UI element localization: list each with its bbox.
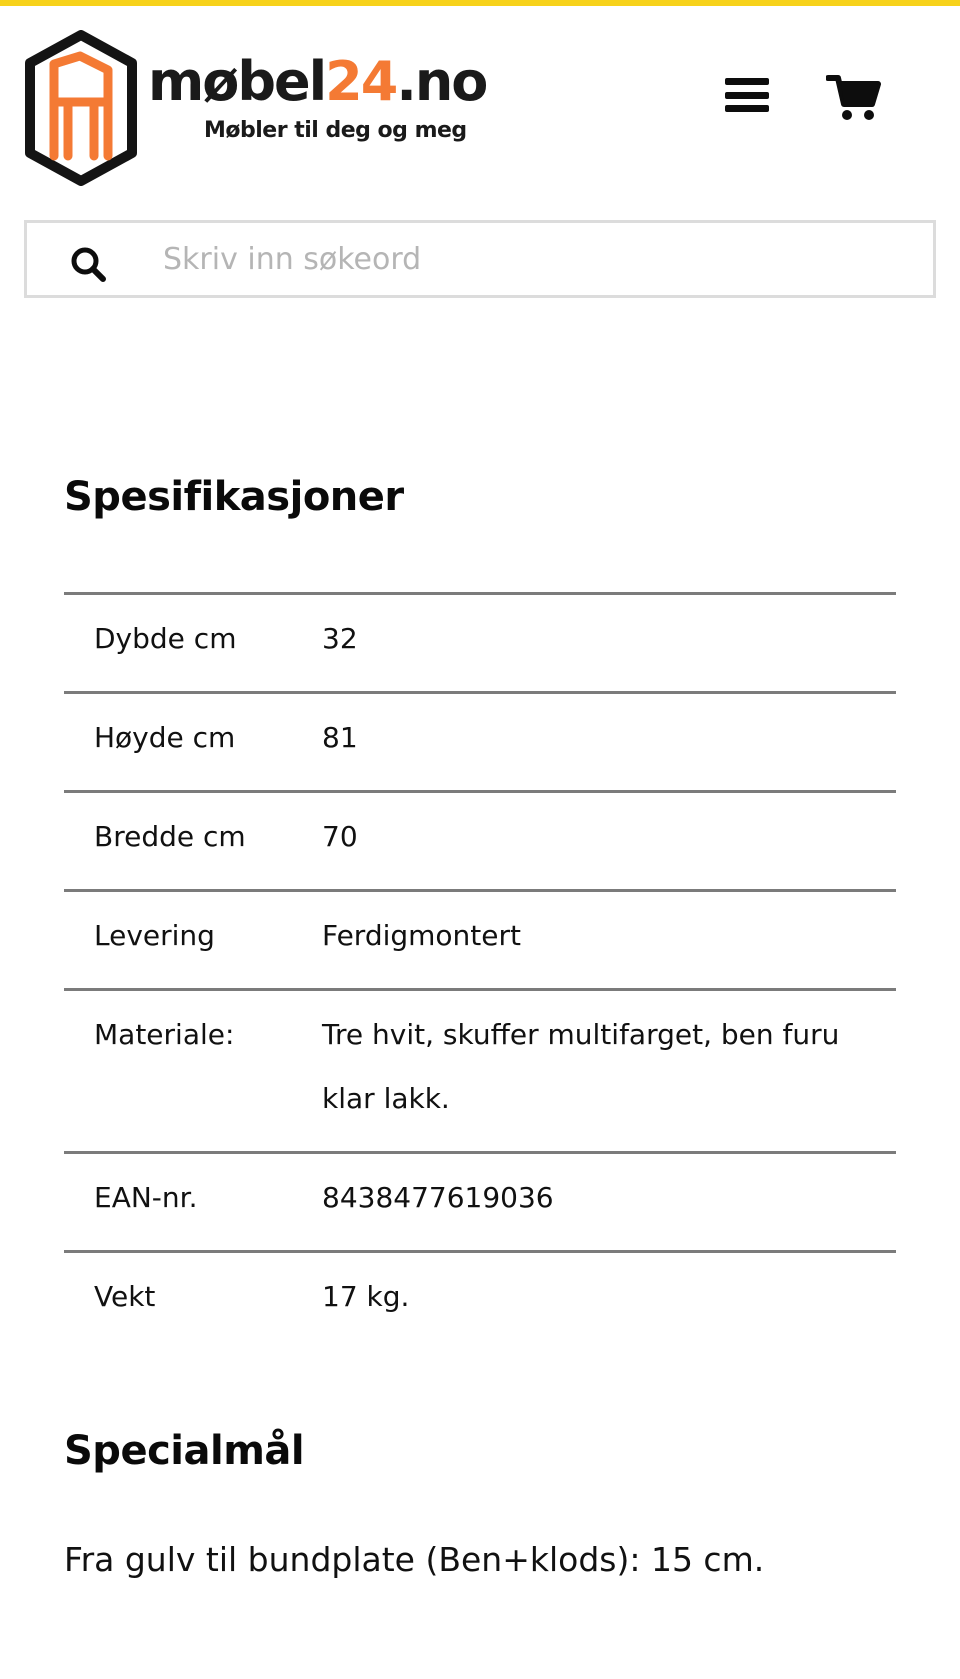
hamburger-icon-bar bbox=[725, 105, 769, 112]
special-dimensions-heading: Specialmål bbox=[64, 1428, 305, 1474]
search-bar bbox=[24, 220, 936, 298]
hamburger-icon-bar bbox=[725, 92, 769, 99]
special-dimensions-text: Fra gulv til bundplate (Ben+klods): 15 cm. bbox=[64, 1540, 765, 1579]
cart-icon bbox=[826, 72, 882, 124]
spec-label: Dybde cm bbox=[94, 622, 237, 655]
table-row bbox=[64, 1154, 896, 1253]
specifications-heading: Spesifikasjoner bbox=[64, 474, 404, 520]
logo-mark-icon bbox=[24, 30, 138, 186]
spec-value: Ferdigmontert bbox=[322, 919, 521, 952]
table-row bbox=[64, 595, 896, 694]
spec-value: 8438477619036 bbox=[322, 1181, 554, 1214]
spec-value: 70 bbox=[322, 820, 358, 853]
table-row bbox=[64, 892, 896, 991]
site-logo[interactable] bbox=[24, 30, 487, 186]
table-row bbox=[64, 991, 896, 1154]
specifications-table bbox=[64, 592, 896, 1349]
table-row bbox=[64, 793, 896, 892]
spec-value: 32 bbox=[322, 622, 358, 655]
logo-wordmark: møbel24.no bbox=[148, 50, 487, 113]
spec-label: Levering bbox=[94, 919, 215, 952]
logo-tagline: Møbler til deg og meg bbox=[204, 118, 467, 143]
hamburger-icon bbox=[725, 78, 769, 85]
search-icon[interactable] bbox=[69, 245, 107, 283]
spec-label: Høyde cm bbox=[94, 721, 236, 754]
spec-label: Bredde cm bbox=[94, 820, 246, 853]
search-input[interactable] bbox=[163, 233, 903, 285]
spec-value: 81 bbox=[322, 721, 358, 754]
spec-value: Tre hvit, skuffer multifarget, ben furu klar lakk. bbox=[322, 1018, 840, 1115]
menu-button[interactable] bbox=[722, 72, 772, 118]
table-row bbox=[64, 694, 896, 793]
spec-label: EAN-nr. bbox=[94, 1181, 198, 1214]
site-header bbox=[0, 6, 960, 206]
clipped-description-text bbox=[68, 312, 368, 334]
table-row bbox=[64, 1253, 896, 1349]
spec-label: Materiale: bbox=[94, 1018, 235, 1051]
spec-value: 17 kg. bbox=[322, 1280, 410, 1313]
spec-label: Vekt bbox=[94, 1280, 156, 1313]
cart-button[interactable] bbox=[826, 72, 882, 124]
